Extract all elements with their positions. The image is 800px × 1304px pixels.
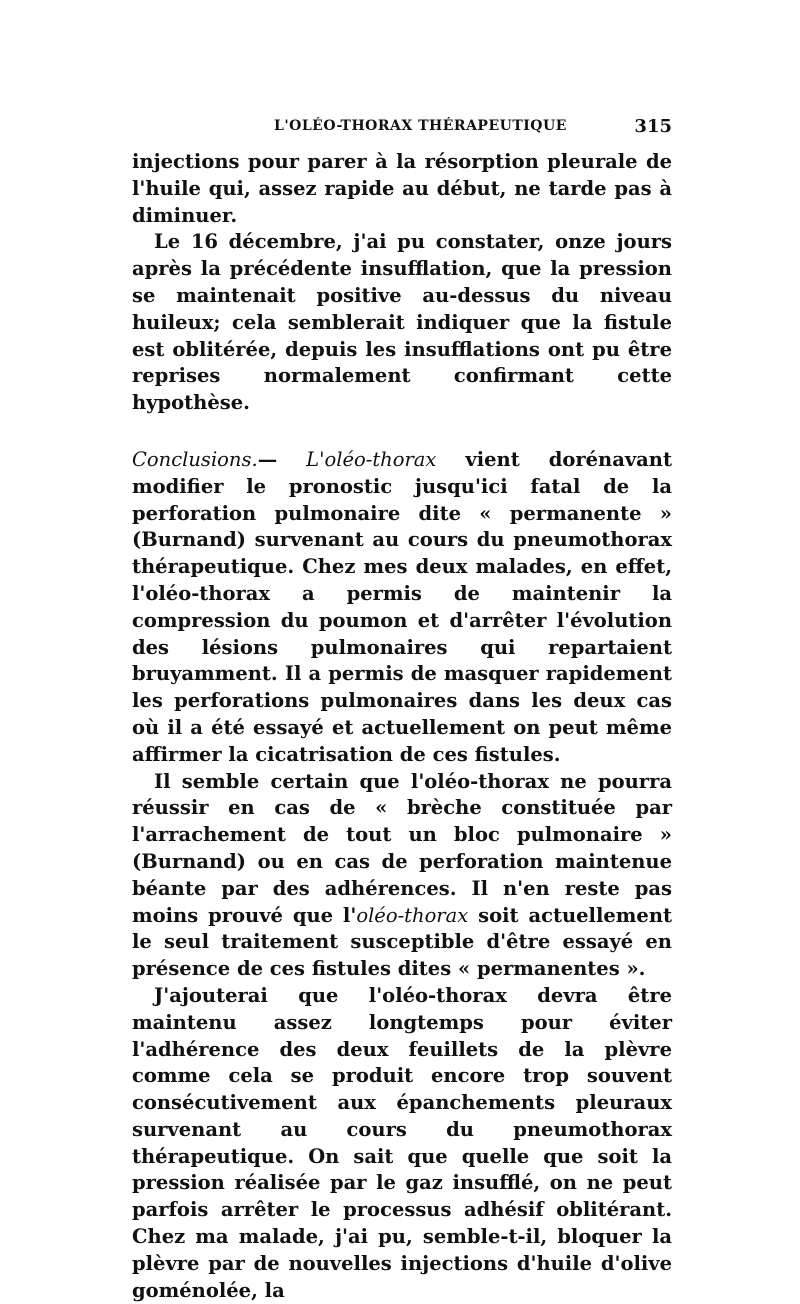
paragraph-conclusions (132, 447, 672, 769)
paragraph-maintenu: J'ajouterai que l'oléo-thorax devra être maintenu assez longtemps pour éviter l'adhérence des deux feuillets de la plèvre comme cela se produit encore trop souvent consécutivement aux épanchements pleuraux survenant au cours du pneumothorax thérapeutique. On sait que quelle que soit la pression réalisée par le gaz insufflé, on ne peut parfois arrêter le processus adhésif oblitérant. Chez ma malade, j'ai pu, semble-t-il, bloquer la plèvre par de nouvelles injections d'huile d'olive goménolée, la (132, 983, 672, 1302)
running-title: L'OLÉO-THORAX THÉRAPEUTIQUE (274, 118, 567, 134)
paragraph-breche (132, 769, 672, 983)
conclusions-lead-article: L' (306, 447, 325, 471)
paragraph-continuation: injections pour parer à la résorption pleurale de l'huile qui, assez rapide au début, ne tarde pas à diminuer. (132, 150, 672, 227)
page-header (132, 118, 672, 140)
conclusions-text: vient dorénavant modifier le pronostic jusqu'ici fatal de la perforation pulmonaire dite « permanente » (Burnand) survenant au cours du pneumothorax thérapeutique. Chez mes deux malades, en effet, l'oléo-thorax a permis de maintenir la compression du poumon et d'arrêter l'évolution des lésions pulmonaires qui repartaient bruyamment. Il a permis de masquer rapidement les perforations pulmonaires dans les deux cas où il a été essayé et actuellement on peut même affirmer la cicatrisation de ces fistules. (132, 447, 672, 766)
conclusions-heading: Conclusions. (132, 447, 258, 471)
breche-text-before: Il semble certain que l'oléo-thorax ne pourra réussir en cas de « brèche constituée par l'arrachement de tout un bloc pulmonaire » (Burnand) ou en cas de perforation maintenue béante par des adhérences. Il n'en reste pas moins prouvé que l' (132, 769, 672, 927)
conclusions-dash: — (257, 447, 307, 471)
conclusions-lead-term: oléo-thorax (324, 447, 437, 471)
body-text (132, 149, 672, 1304)
breche-term: oléo-thorax (356, 903, 469, 927)
breche-text-after: soit actuellement le seul traitement susceptible d'être essayé en présence de ces fistules dites « permanentes ». (132, 903, 673, 981)
paragraph-december: Le 16 décembre, j'ai pu constater, onze jours après la précédente insufflation, que la pression se maintenait positive au-dessus du niveau huileux; cela semblerait indiquer que la fistule est oblitérée, depuis les insufflations ont pu être reprises normalement confirmant cette hypothèse. (132, 230, 672, 415)
page-number: 315 (634, 116, 672, 137)
